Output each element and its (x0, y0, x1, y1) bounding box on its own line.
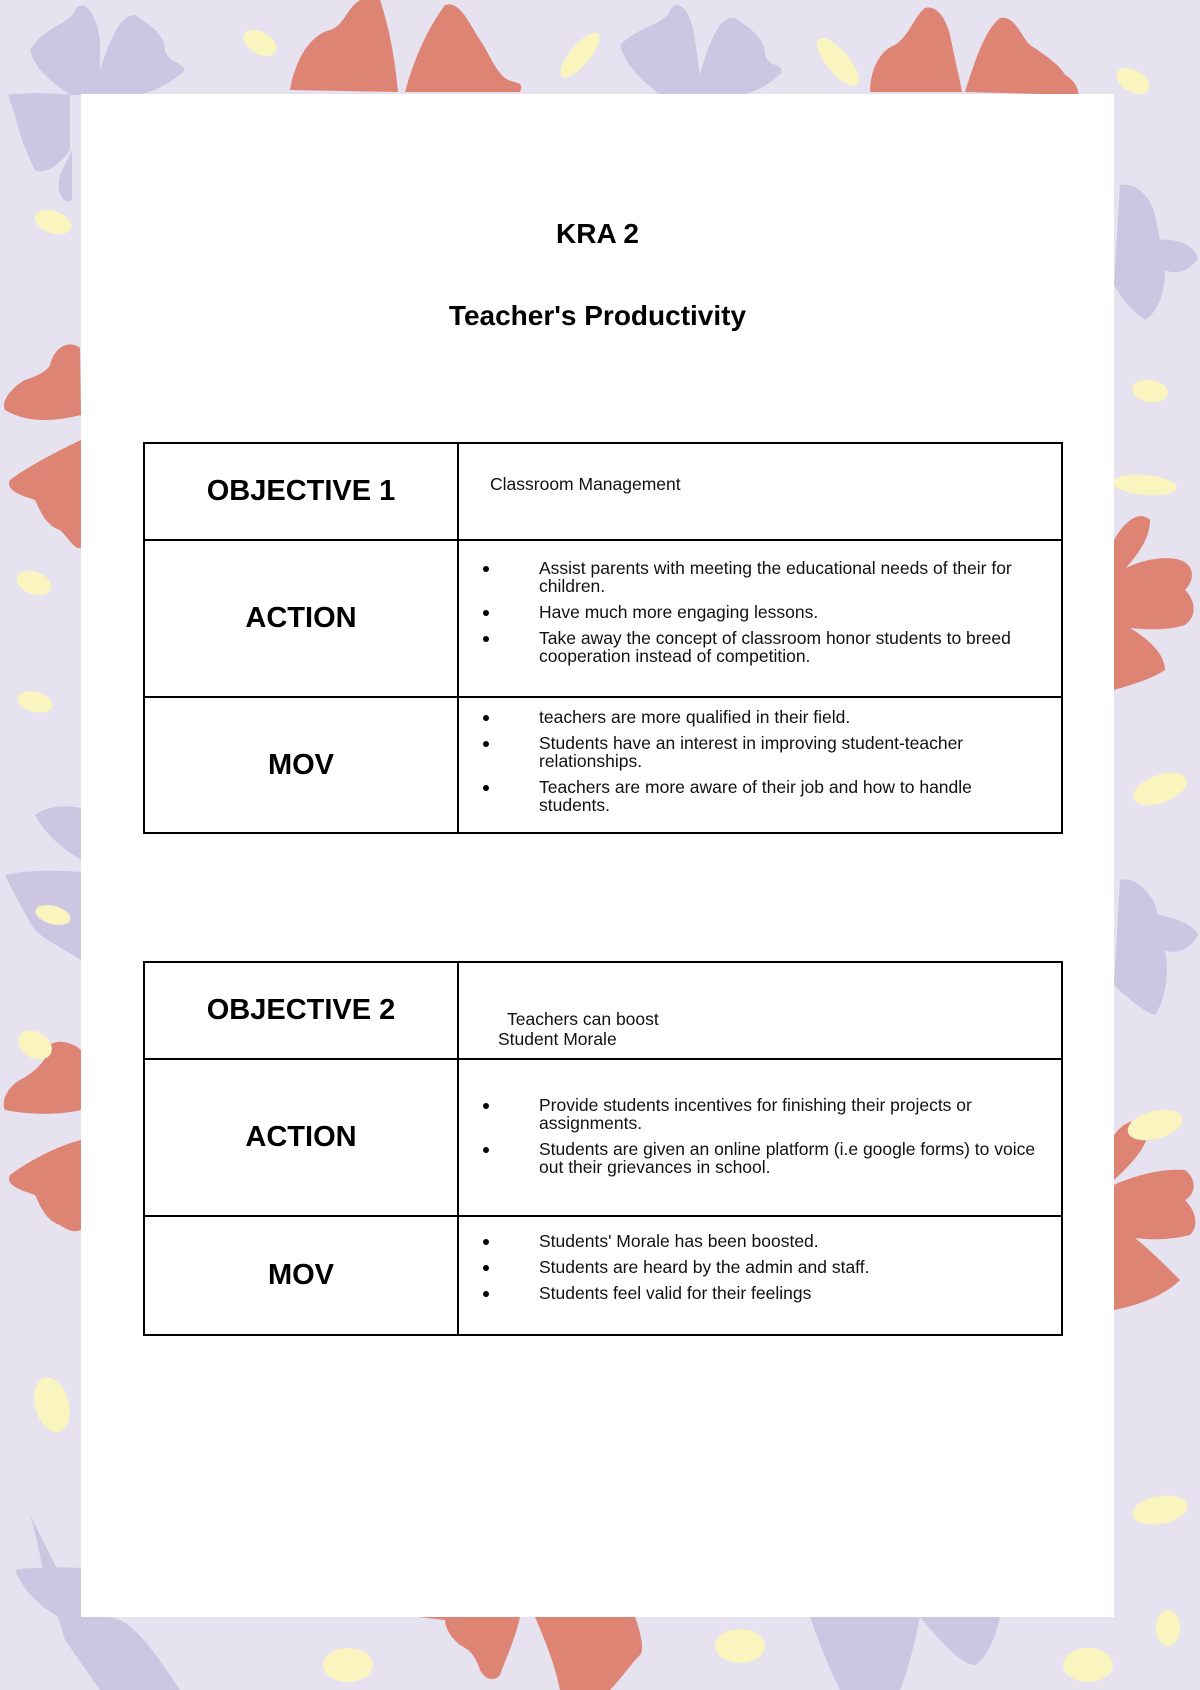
objective-value-cell (458, 443, 1062, 540)
mov-list-cell (458, 1216, 1062, 1335)
list-item: Students are given an online platform (i.e google forms) to voice out their grievances in school. (479, 1140, 1041, 1176)
mov-label: MOV (144, 697, 458, 833)
table-row-objective (144, 962, 1062, 1059)
table-row-action (144, 1059, 1062, 1216)
mov-list-cell (458, 697, 1062, 833)
objective-value-cell (458, 962, 1062, 1059)
objective-value: Classroom Management (490, 474, 681, 494)
document-subtitle: Teacher's Productivity (448, 300, 747, 331)
objective-2-table (143, 961, 1063, 1336)
document-page (81, 94, 1114, 1617)
table-row-mov (144, 1216, 1062, 1335)
objective-label: OBJECTIVE 2 (144, 962, 458, 1059)
action-list-cell (458, 1059, 1062, 1216)
action-list-cell (458, 540, 1062, 697)
mov-list (459, 1217, 1061, 1320)
list-item: Students are heard by the admin and staff. (479, 1258, 1041, 1276)
action-label: ACTION (144, 540, 458, 697)
list-item: Assist parents with meeting the educational needs of their for children. (479, 559, 1041, 595)
objective-value-line-2: Student Morale (498, 1029, 617, 1049)
objective-label: OBJECTIVE 1 (144, 443, 458, 540)
kra-heading: KRA 2 (556, 218, 639, 249)
action-list (459, 541, 1061, 683)
action-list (459, 1060, 1061, 1194)
list-item: teachers are more qualified in their field. (479, 708, 1041, 726)
table-row-action (144, 540, 1062, 697)
table-row-mov (144, 697, 1062, 833)
table-row-objective (144, 443, 1062, 540)
list-item: Students have an interest in improving student-teacher relationships. (479, 734, 1041, 770)
objective-value-line-1: Teachers can boost (507, 1009, 659, 1029)
list-item: Take away the concept of classroom honor students to breed cooperation instead of competition. (479, 629, 1041, 665)
list-item: Have much more engaging lessons. (479, 603, 1041, 621)
mov-label: MOV (144, 1216, 458, 1335)
list-item: Provide students incentives for finishing their projects or assignments. (479, 1096, 1041, 1132)
list-item: Teachers are more aware of their job and how to handle students. (479, 778, 1041, 814)
mov-list (459, 698, 1061, 832)
action-label: ACTION (144, 1059, 458, 1216)
objective-1-table (143, 442, 1063, 834)
list-item: Students' Morale has been boosted. (479, 1232, 1041, 1250)
list-item: Students feel valid for their feelings (479, 1284, 1041, 1302)
objective-value (459, 963, 1061, 1049)
